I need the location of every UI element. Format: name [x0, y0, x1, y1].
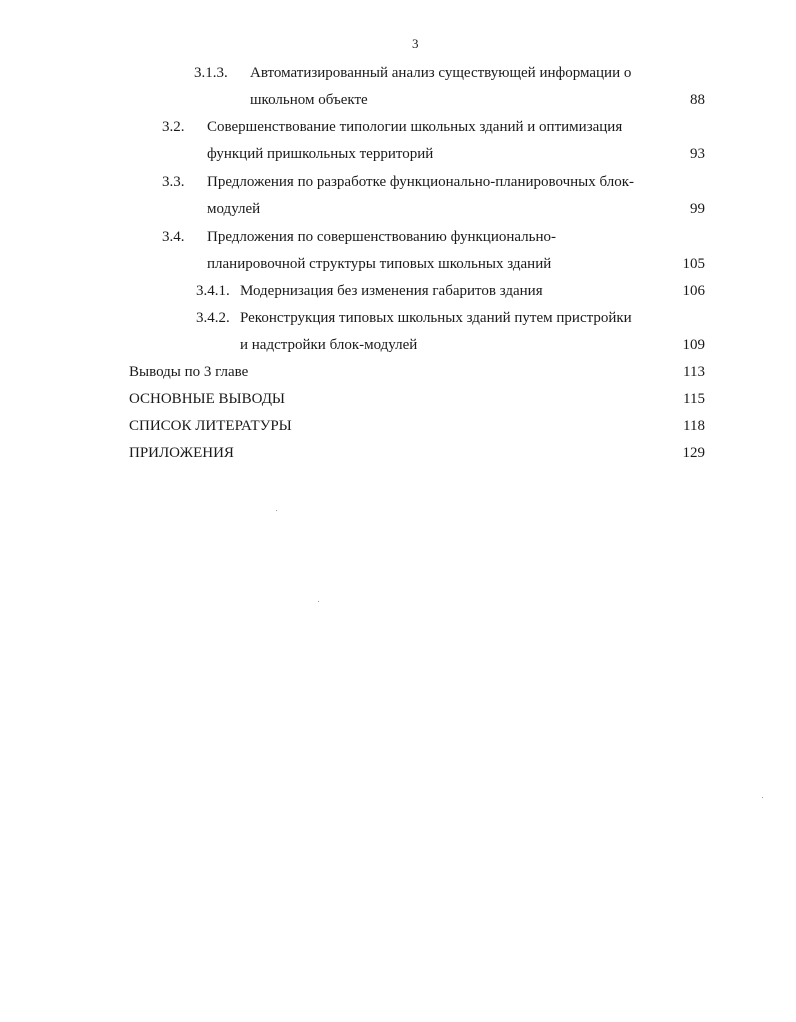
toc-page: 99 [690, 201, 705, 217]
toc-number: 3.4. [162, 229, 185, 245]
toc-number: 3.2. [162, 119, 185, 135]
toc-page: 106 [682, 283, 705, 299]
scan-speck [762, 797, 763, 798]
toc-number: 3.4.2. [196, 310, 230, 326]
toc-page: 115 [683, 391, 705, 407]
toc-title: Выводы по 3 главе [129, 364, 249, 380]
toc-number: 3.3. [162, 174, 185, 190]
toc-title: ПРИЛОЖЕНИЯ [129, 445, 234, 461]
toc-number: 3.4.1. [196, 283, 230, 299]
toc-title-line2: школьном объекте [250, 92, 368, 108]
toc-title-line1: Совершенствование типологии школьных зданий и оптимизация [207, 119, 623, 135]
toc-page: 105 [682, 256, 705, 272]
toc-title-line2: модулей [207, 201, 261, 217]
toc-page: 109 [682, 337, 705, 353]
toc-page: 113 [683, 364, 705, 380]
toc-title-line1: Предложения по совершенствованию функционально- [207, 229, 557, 245]
toc-title-line2: планировочной структуры типовых школьных зданий [207, 256, 552, 272]
toc-title-line1: Предложения по разработке функционально-планировочных блок- [207, 174, 635, 190]
toc-page: 93 [690, 146, 705, 162]
toc-title-line1: Модернизация без изменения габаритов здания [240, 283, 543, 299]
scan-speck [318, 601, 319, 602]
toc-page: 88 [690, 92, 705, 108]
toc-page: 118 [683, 418, 705, 434]
page-number: 3 [412, 36, 419, 51]
toc-page: 129 [682, 445, 705, 461]
toc-title: СПИСОК ЛИТЕРАТУРЫ [129, 418, 292, 434]
toc-title-line1: Реконструкция типовых школьных зданий путем пристройки [240, 310, 632, 326]
scan-speck [276, 510, 277, 511]
toc-title: ОСНОВНЫЕ ВЫВОДЫ [129, 391, 286, 407]
toc-title-line1: Автоматизированный анализ существующей информации о [250, 65, 632, 81]
toc-title-line2: и надстройки блок-модулей [240, 337, 418, 353]
toc-title-line2: функций пришкольных территорий [207, 146, 434, 162]
toc-number: 3.1.3. [194, 65, 228, 81]
